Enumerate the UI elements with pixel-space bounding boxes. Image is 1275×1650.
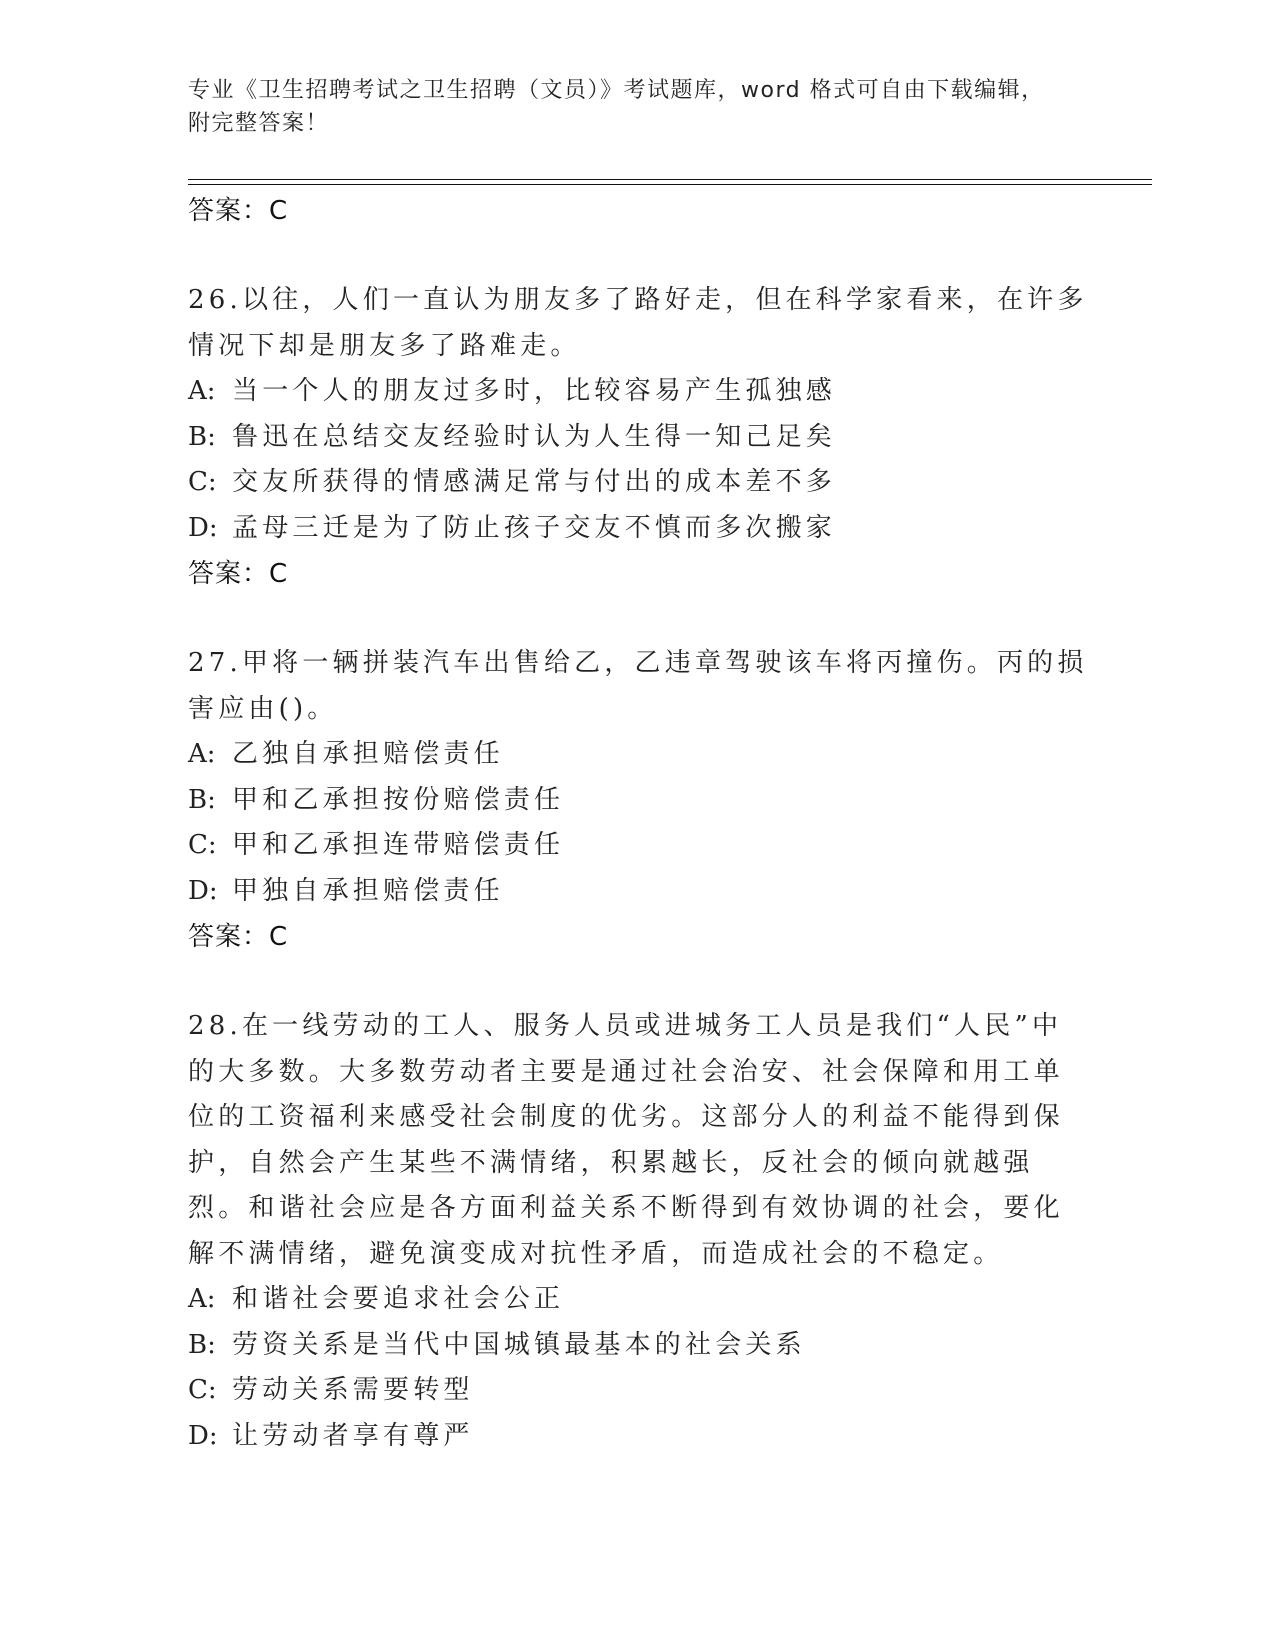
question-number: 27.: [188, 648, 242, 678]
header-rule-thick: [188, 184, 1152, 185]
header-rule-thin: [188, 179, 1152, 180]
option-letter: A:: [188, 1284, 216, 1314]
question-number: 28.: [188, 1011, 242, 1041]
option-text: 当一个人的朋友过多时，比较容易产生孤独感: [232, 376, 837, 406]
question-26: [188, 278, 1088, 597]
option-text: 让劳动者享有尊严: [232, 1420, 474, 1451]
option-letter: A:: [188, 739, 216, 769]
question-28: [188, 1004, 1088, 1459]
option-c: [188, 1368, 1088, 1414]
option-text: 甲和乙承担连带赔偿责任: [232, 830, 565, 860]
answer-value: C: [269, 559, 289, 589]
question-answer: [188, 551, 1088, 597]
question-number: 26.: [188, 285, 242, 315]
answer-value: C: [269, 196, 289, 226]
question-27: [188, 641, 1088, 960]
question-text: 在一线劳动的工人、服务人员或进城务工人员是我们“人民”中的大多数。大多数劳动者主要是通过社会治安、社会保障和用工单位的工资福利来感受社会制度的优劣。这部分人的利益不能得到保护，自然会产生某些不满情绪，积累越长，反社会的倾向就越强烈。和谐社会应是各方面利益关系不断得到有效协调的社会，要化解不满情绪，避免演变成对抗性矛盾，而造成社会的不稳定。: [188, 1011, 1064, 1269]
option-d: [188, 506, 1088, 552]
answer-value: C: [269, 922, 289, 952]
option-a: [188, 1277, 1088, 1323]
question-stem: [188, 1004, 1088, 1277]
option-letter: C:: [188, 1375, 217, 1405]
option-letter: D:: [188, 875, 218, 906]
option-text: 鲁迅在总结交友经验时认为人生得一知己足矣: [232, 421, 837, 452]
option-text: 劳动关系需要转型: [232, 1375, 474, 1405]
option-letter: D:: [188, 512, 218, 543]
option-letter: A:: [188, 376, 216, 406]
option-letter: B:: [188, 1329, 216, 1360]
option-text: 和谐社会要追求社会公正: [232, 1284, 565, 1314]
answer-label: 答案：: [188, 559, 270, 589]
option-a: [188, 732, 1088, 778]
option-b: [188, 778, 1088, 824]
option-b: [188, 1323, 1088, 1369]
option-a: [188, 369, 1088, 415]
previous-answer: [188, 188, 1088, 234]
option-b: [188, 415, 1088, 461]
option-text: 孟母三迁是为了防止孩子交友不慎而多次搬家: [232, 512, 837, 543]
question-answer: [188, 914, 1088, 960]
question-stem: [188, 641, 1088, 732]
option-letter: C:: [188, 830, 217, 860]
question-text: 以往，人们一直认为朋友多了路好走，但在科学家看来，在许多情况下却是朋友多了路难走。: [188, 285, 1088, 361]
option-d: [188, 1414, 1088, 1460]
answer-label: 答案：: [188, 196, 270, 226]
option-text: 甲独自承担赔偿责任: [232, 875, 504, 906]
option-c: [188, 460, 1088, 506]
page-header: 专业《卫生招聘考试之卫生招聘（文员）》考试题库，word 格式可自由下载编辑，附完整答案！: [188, 78, 1045, 136]
option-text: 交友所获得的情感满足常与付出的成本差不多: [232, 467, 837, 497]
option-letter: C:: [188, 467, 217, 497]
option-letter: B:: [188, 421, 216, 452]
option-text: 乙独自承担赔偿责任: [232, 739, 504, 769]
option-text: 甲和乙承担按份赔偿责任: [232, 784, 565, 815]
option-c: [188, 823, 1088, 869]
option-letter: B:: [188, 784, 216, 815]
option-text: 劳资关系是当代中国城镇最基本的社会关系: [232, 1329, 806, 1360]
question-text: 甲将一辆拼装汽车出售给乙，乙违章驾驶该车将丙撞伤。丙的损害应由()。: [188, 648, 1088, 724]
option-d: [188, 869, 1088, 915]
questions-content: [188, 188, 1088, 1459]
answer-label: 答案：: [188, 922, 270, 952]
option-letter: D:: [188, 1420, 218, 1451]
question-stem: [188, 278, 1088, 369]
